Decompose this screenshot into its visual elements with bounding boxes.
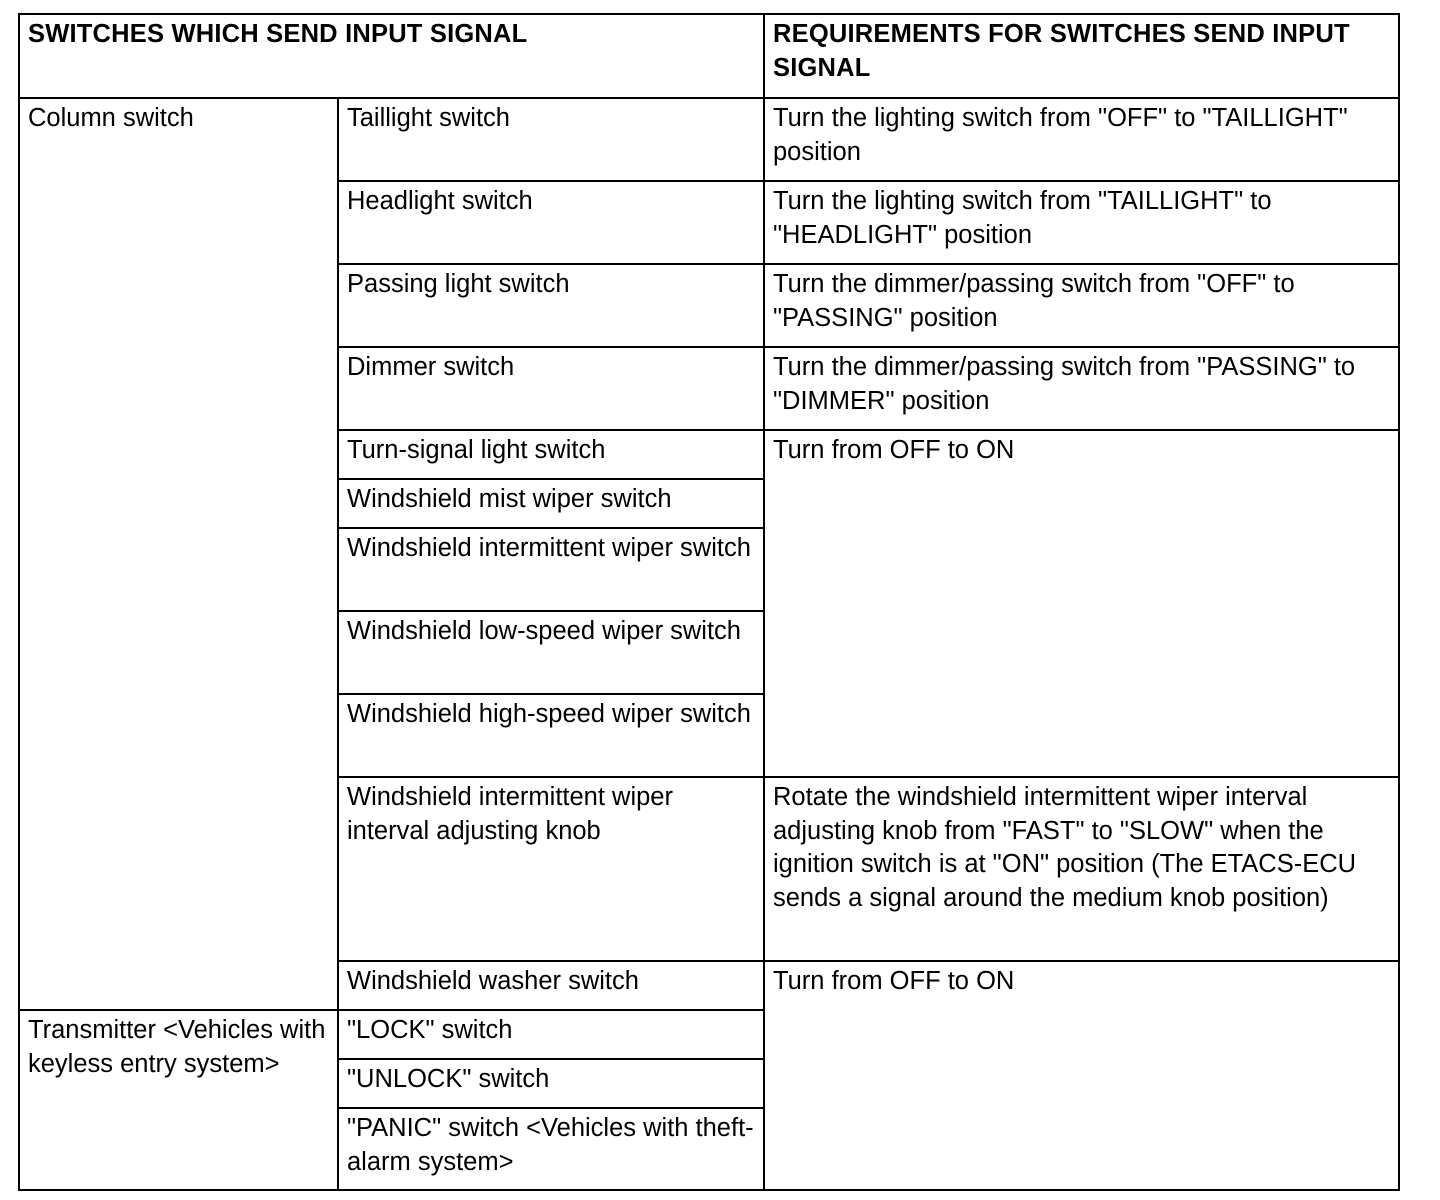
switch-cell: Turn-signal light switch xyxy=(338,430,764,479)
switch-cell: Windshield intermittent wiper interval adjusting knob xyxy=(338,777,764,961)
switch-cell: Passing light switch xyxy=(338,264,764,347)
switch-cell: Headlight switch xyxy=(338,181,764,264)
switch-cell: Windshield mist wiper switch xyxy=(338,479,764,528)
switch-cell: "PANIC" switch <Vehicles with theft-alarm system> xyxy=(338,1108,764,1190)
switch-cell: Windshield intermittent wiper switch xyxy=(338,528,764,611)
switch-cell: Windshield low-speed wiper switch xyxy=(338,611,764,694)
requirement-cell: Rotate the windshield intermittent wiper interval adjusting knob from "FAST" to "SLOW" when the ignition switch is at "ON" position (The ETACS-ECU sends a signal around the medium knob position) xyxy=(764,777,1399,961)
requirement-cell: Turn the dimmer/passing switch from "PASSING" to "DIMMER" position xyxy=(764,347,1399,430)
requirement-cell: Turn the dimmer/passing switch from "OFF" to "PASSING" position xyxy=(764,264,1399,347)
header-row xyxy=(19,14,1399,98)
group-column-switch: Column switch xyxy=(19,98,338,1010)
requirement-cell: Turn from OFF to ON xyxy=(764,430,1399,777)
header-requirements: REQUIREMENTS FOR SWITCHES SEND INPUT SIGNAL xyxy=(764,14,1399,98)
switch-cell: Dimmer switch xyxy=(338,347,764,430)
header-switches: SWITCHES WHICH SEND INPUT SIGNAL xyxy=(19,14,764,98)
switch-cell: "UNLOCK" switch xyxy=(338,1059,764,1108)
switch-cell: Taillight switch xyxy=(338,98,764,181)
table-row xyxy=(19,98,1399,181)
switch-requirements-table xyxy=(18,13,1400,1191)
switch-cell: Windshield washer switch xyxy=(338,961,764,1010)
switch-cell: "LOCK" switch xyxy=(338,1010,764,1059)
group-transmitter: Transmitter <Vehicles with keyless entry system> xyxy=(19,1010,338,1190)
requirement-cell: Turn the lighting switch from "TAILLIGHT" to "HEADLIGHT" position xyxy=(764,181,1399,264)
switch-cell: Windshield high-speed wiper switch xyxy=(338,694,764,777)
requirement-cell: Turn the lighting switch from "OFF" to "TAILLIGHT" position xyxy=(764,98,1399,181)
requirement-cell: Turn from OFF to ON xyxy=(764,961,1399,1190)
